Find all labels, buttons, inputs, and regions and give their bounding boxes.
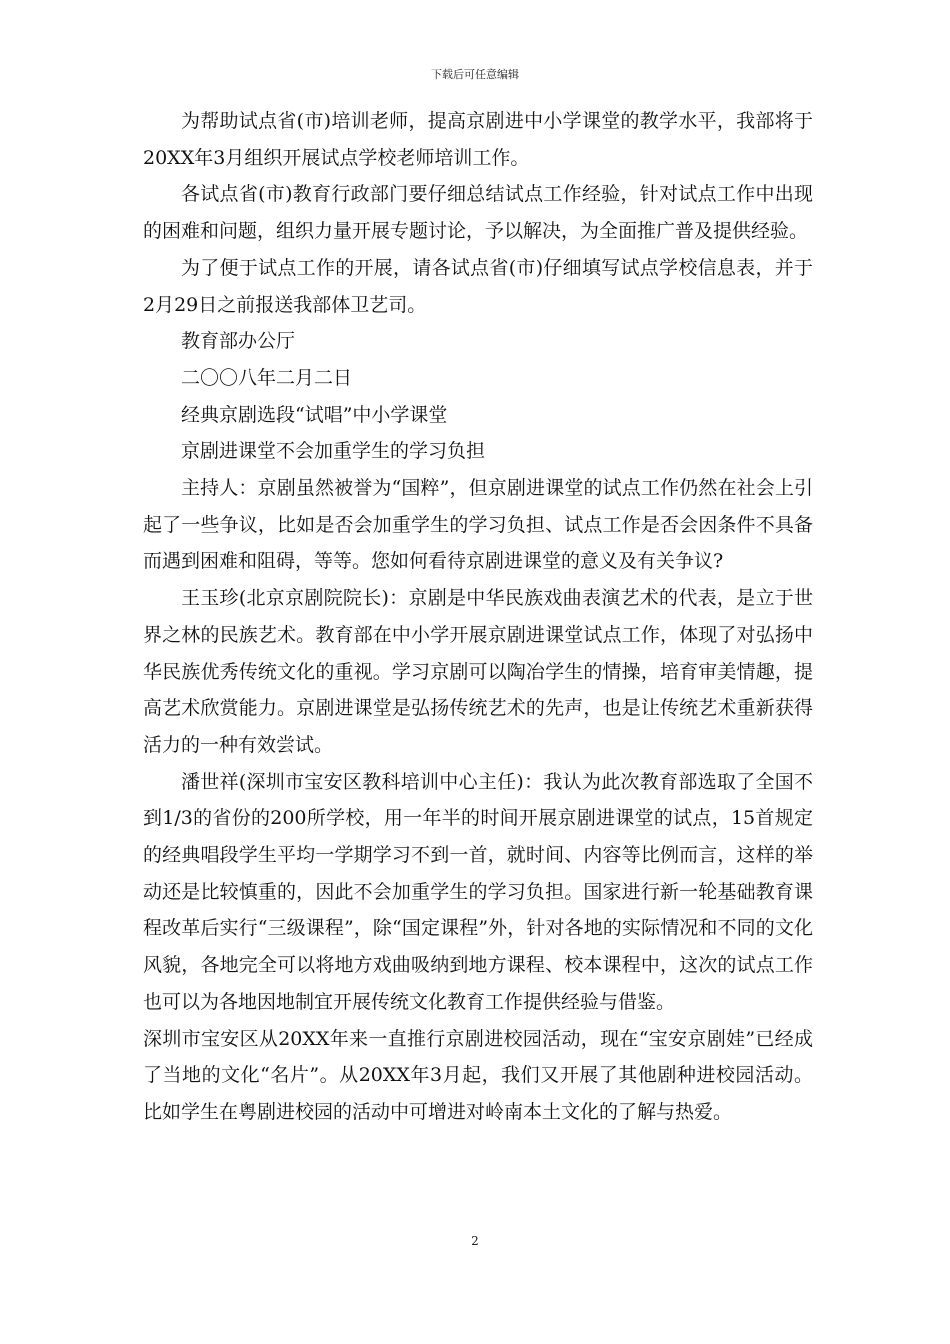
paragraph-host-question: 主持人：京剧虽然被誉为“国粹”，但京剧进课堂的试点工作仍然在社会上引起了一些争议，比如是否会加重学生的学习负担、试点工作是否会因条件不具备而遇到困难和阻碍，等等。您如何看待京剧进课堂的意义及有关争议? <box>143 477 813 573</box>
section-subtitle: 京剧进课堂不会加重学生的学习负担 <box>181 440 486 463</box>
page-number: 2 <box>471 1234 479 1248</box>
paragraph-summary: 各试点省(市)教育行政部门要仔细总结试点工作经验，针对试点工作中出现的困难和问题，组织力量开展专题讨论，予以解决，为全面推广普及提供经验。 <box>143 183 813 243</box>
signature-office: 教育部办公厅 <box>181 330 296 353</box>
document-body <box>143 103 813 1131</box>
paragraph-baoan: 深圳市宝安区从20XX年来一直推行京剧进校园活动，现在“宝安京剧娃”已经成了当地的文化“名片”。从20XX年3月起，我们又开展了其他剧种进校园活动。比如学生在粤剧进校园的活动中可增进对岭南本土文化的了解与热爱。 <box>143 1027 813 1123</box>
section-title: 经典京剧选段“试唱”中小学课堂 <box>181 403 448 426</box>
page-header: 下载后可任意编辑 <box>431 68 519 81</box>
paragraph-training: 为帮助试点省(市)培训老师，提高京剧进中小学课堂的教学水平，我部将于20XX年3月组织开展试点学校老师培训工作。 <box>143 110 813 169</box>
paragraph-info-form: 为了便于试点工作的开展，请各试点省(市)仔细填写试点学校信息表，并于2月29日之前报送我部体卫艺司。 <box>143 256 813 316</box>
paragraph-pan-shixiang: 潘世祥(深圳市宝安区教科培训中心主任)：我认为此次教育部选取了全国不到1/3的省份的200所学校，用一年半的时间开展京剧进课堂的试点，15首规定的经典唱段学生平均一学期学习不到一首，就时间、内容等比例而言，这样的举动还是比较慎重的，因此不会加重学生的学习负担。国家进行新一轮基础教育课程改革后实行“三级课程”，除“国定课程”外，针对各地的实际情况和不同的文化风貌，各地完全可以将地方戏曲吸纳到地方课程、校本课程中，这次的试点工作也可以为各地因地制宜开展传统文化教育工作提供经验与借鉴。 <box>143 770 813 1013</box>
signature-date: 二〇〇八年二月二日 <box>181 366 353 389</box>
paragraph-wang-yuzhen: 王玉珍(北京京剧院院长)：京剧是中华民族戏曲表演艺术的代表，是立于世界之林的民族艺术。教育部在中小学开展京剧进课堂试点工作，体现了对弘扬中华民族优秀传统文化的重视。学习京剧可以陶冶学生的情操，培育审美情趣，提高艺术欣赏能力。京剧进课堂是弘扬传统艺术的先声，也是让传统艺术重新获得活力的一种有效尝试。 <box>143 587 813 756</box>
